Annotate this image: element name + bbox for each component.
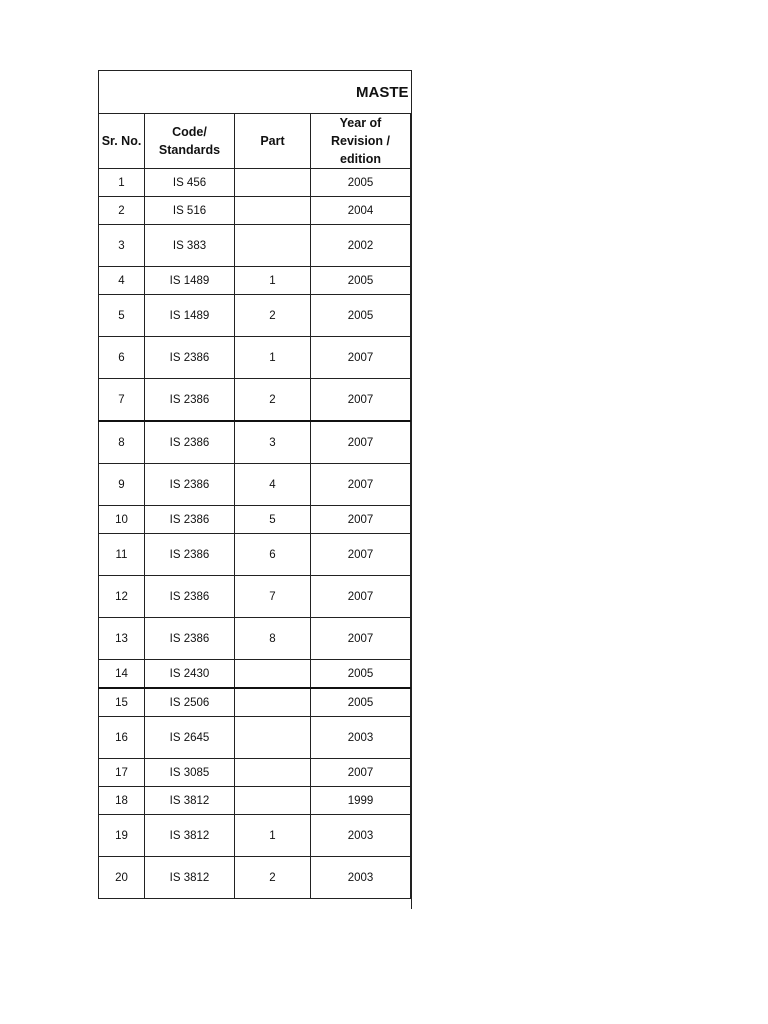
cell-part [235,759,311,787]
header-sr-no: Sr. No. [99,114,145,169]
cell-year: 2007 [311,506,411,534]
cell-part: 2 [235,295,311,337]
cell-year: 2005 [311,267,411,295]
master-list-table [98,70,412,899]
table-row [99,337,413,379]
cell-code: IS 516 [145,197,235,225]
cell-part [235,688,311,717]
table-row [99,421,413,464]
cell-year: 2003 [311,717,411,759]
cell-part: 2 [235,379,311,422]
header-year-line3: edition [340,152,381,166]
cell-code: IS 2386 [145,464,235,506]
cell-code: IS 2386 [145,618,235,660]
table-row [99,759,413,787]
header-year-line1: Year of [339,116,382,130]
cell-code: IS 2386 [145,506,235,534]
cell-sr-no: 4 [99,267,145,295]
cell-sr-no: 5 [99,295,145,337]
cell-code: IS 1489 [145,295,235,337]
cell-part [235,197,311,225]
table-row [99,197,413,225]
cell-year: 2007 [311,618,411,660]
cell-part: 3 [235,421,311,464]
table-row [99,534,413,576]
header-code-standards [145,114,235,169]
cell-part: 4 [235,464,311,506]
cell-code: IS 2386 [145,576,235,618]
master-list-sheet [98,70,412,899]
cell-part [235,225,311,267]
cell-sr-no: 2 [99,197,145,225]
cell-sr-no: 16 [99,717,145,759]
cell-part: 2 [235,857,311,899]
cell-year: 2003 [311,815,411,857]
table-row [99,857,413,899]
cell-part: 1 [235,267,311,295]
cell-part: 7 [235,576,311,618]
table-title: MASTE [99,71,413,114]
cell-sr-no: 7 [99,379,145,422]
cell-year: 2005 [311,688,411,717]
table-row [99,379,413,422]
cell-code: IS 3085 [145,759,235,787]
cell-year: 2005 [311,169,411,197]
cell-sr-no: 6 [99,337,145,379]
cell-sr-no: 10 [99,506,145,534]
table-row [99,464,413,506]
cell-year: 2003 [311,857,411,899]
table-row [99,225,413,267]
cell-sr-no: 14 [99,660,145,689]
cell-year: 2007 [311,534,411,576]
header-part: Part [235,114,311,169]
cell-code: IS 3812 [145,787,235,815]
header-year-line2: Revision / [330,134,391,148]
cell-code: IS 2386 [145,379,235,422]
cell-year: 2007 [311,576,411,618]
cell-part: 8 [235,618,311,660]
table-row [99,688,413,717]
cell-code: IS 2386 [145,337,235,379]
cell-part [235,169,311,197]
cell-sr-no: 18 [99,787,145,815]
cell-code: IS 3812 [145,815,235,857]
cell-code: IS 2430 [145,660,235,689]
cell-code: IS 2645 [145,717,235,759]
cell-sr-no: 13 [99,618,145,660]
table-row [99,660,413,689]
sheet-cutoff-edge [411,70,412,909]
table-row [99,267,413,295]
cell-part [235,660,311,689]
cell-sr-no: 8 [99,421,145,464]
header-code-line2: Standards [158,143,221,157]
cell-part [235,787,311,815]
table-row [99,717,413,759]
table-row [99,787,413,815]
cell-year: 2007 [311,421,411,464]
cell-year: 2007 [311,337,411,379]
table-row [99,576,413,618]
cell-sr-no: 12 [99,576,145,618]
cell-code: IS 383 [145,225,235,267]
cell-part: 1 [235,337,311,379]
cell-code: IS 3812 [145,857,235,899]
cell-sr-no: 9 [99,464,145,506]
cell-code: IS 2506 [145,688,235,717]
cell-sr-no: 15 [99,688,145,717]
table-row [99,295,413,337]
cell-sr-no: 20 [99,857,145,899]
table-row [99,506,413,534]
cell-code: IS 1489 [145,267,235,295]
cell-sr-no: 17 [99,759,145,787]
cell-year: 2007 [311,379,411,422]
cell-year: 2005 [311,295,411,337]
cell-code: IS 2386 [145,421,235,464]
cell-part: 5 [235,506,311,534]
cell-code: IS 456 [145,169,235,197]
cell-year: 2004 [311,197,411,225]
cell-year: 2007 [311,464,411,506]
cell-sr-no: 1 [99,169,145,197]
cell-year: 2005 [311,660,411,689]
cell-sr-no: 3 [99,225,145,267]
table-row [99,618,413,660]
header-year-of-revision [311,114,411,169]
cell-code: IS 2386 [145,534,235,576]
table-header-row [99,114,413,169]
header-code-line1: Code/ [172,125,207,139]
cell-year: 1999 [311,787,411,815]
cell-sr-no: 19 [99,815,145,857]
cell-part: 6 [235,534,311,576]
cell-part [235,717,311,759]
table-row [99,815,413,857]
cell-sr-no: 11 [99,534,145,576]
cell-part: 1 [235,815,311,857]
table-row [99,169,413,197]
cell-year: 2002 [311,225,411,267]
table-title-row [99,71,413,114]
cell-year: 2007 [311,759,411,787]
